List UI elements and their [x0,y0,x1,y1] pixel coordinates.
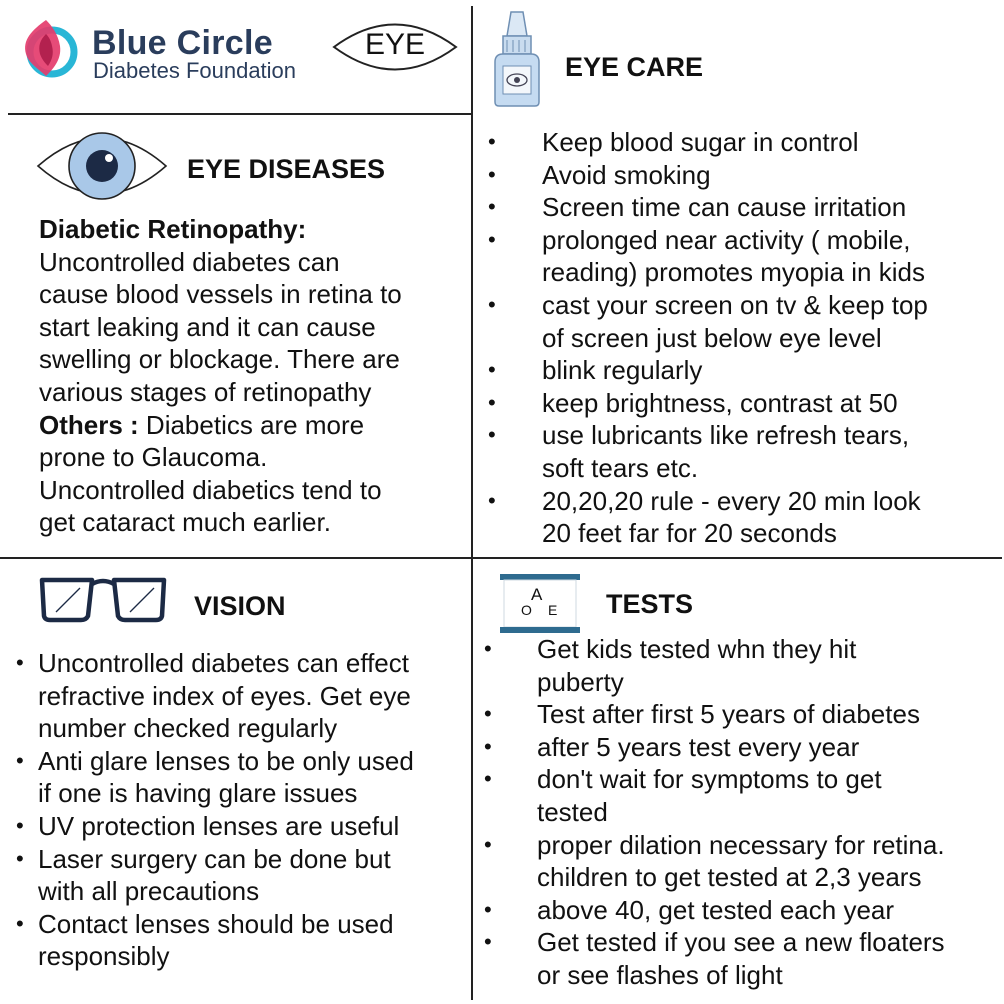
others-label: Others : [39,409,139,440]
list-item: • UV protection lenses are useful [16,810,400,841]
diabetic-retinopathy-label: Diabetic Retinopathy: [39,214,307,244]
list-item: • proper dilation necessary for retina. children to get tested at 2,3 years [484,829,945,893]
tests-heading: TESTS [606,589,694,619]
vision-list [16,647,468,973]
list-item: • cast your screen on tv & keep top of screen just below eye level [488,289,928,353]
eye-diseases-heading: EYE DISEASES [187,154,386,184]
list-item: • Screen time can cause irritation [488,192,907,223]
list-item: • Anti glare lenses to be only used if one is having glare issues [16,745,414,809]
eye-drops-bottle-icon [489,10,545,110]
logo-subtitle: Diabetes Foundation [93,58,297,83]
middle-divider [0,557,1002,559]
eye-badge-label: EYE [364,28,426,61]
eye-diseases-text: Diabetic Retinopathy: Uncontrolled diabetes can cause blood vessels in retina to start leaking and it can cause swelling or blockage. There are various stages of retinopathy Others : Diabetics are more prone to Glaucoma. Uncontrolled diabetics tend to get cataract much earlier. [39,214,402,538]
list-item: • above 40, get tested each year [484,894,895,925]
list-item: • Get tested if you see a new floaters or see flashes of light [484,927,945,990]
list-item: • use lubricants like refresh tears, soft tears etc. [488,420,910,483]
list-item: • Laser surgery can be done but with all precautions [16,843,391,907]
eye-care-heading: EYE CARE [565,52,704,82]
tests-list [484,633,1002,992]
list-item: • prolonged near activity ( mobile, reading) promotes myopia in kids [488,224,925,288]
glasses-icon [36,574,170,624]
list-item: • 20,20,20 rule - every 20 min look 20 feet far for 20 seconds [488,485,921,549]
vertical-divider [471,6,473,1000]
eye-chart-letter-o: O [521,602,532,618]
list-item: • keep brightness, contrast at 50 [488,387,898,418]
list-item: • Get kids tested whn they hit puberty [484,634,857,697]
logo-name: Blue Circle [92,24,273,62]
list-item: • blink regularly [488,355,703,386]
list-item: • Contact lenses should be used responsibly [16,908,394,972]
eye-chart-letter-e: E [548,602,558,618]
eye-icon [36,130,168,202]
list-item: • Test after first 5 years of diabetes [484,699,920,730]
header-divider [8,113,471,115]
list-item: • Keep blood sugar in control [488,127,859,157]
list-item: • don't wait for symptoms to get tested [484,764,882,827]
list-item: • Uncontrolled diabetes can effect refractive index of eyes. Get eye number checked regularly [16,648,411,744]
list-item: • after 5 years test every year [484,731,860,762]
vision-heading: VISION [194,591,286,621]
list-item: • Avoid smoking [488,159,711,190]
eye-care-list [488,126,998,550]
eye-chart-letter-a: A [531,585,543,604]
logo-mark [18,14,80,80]
